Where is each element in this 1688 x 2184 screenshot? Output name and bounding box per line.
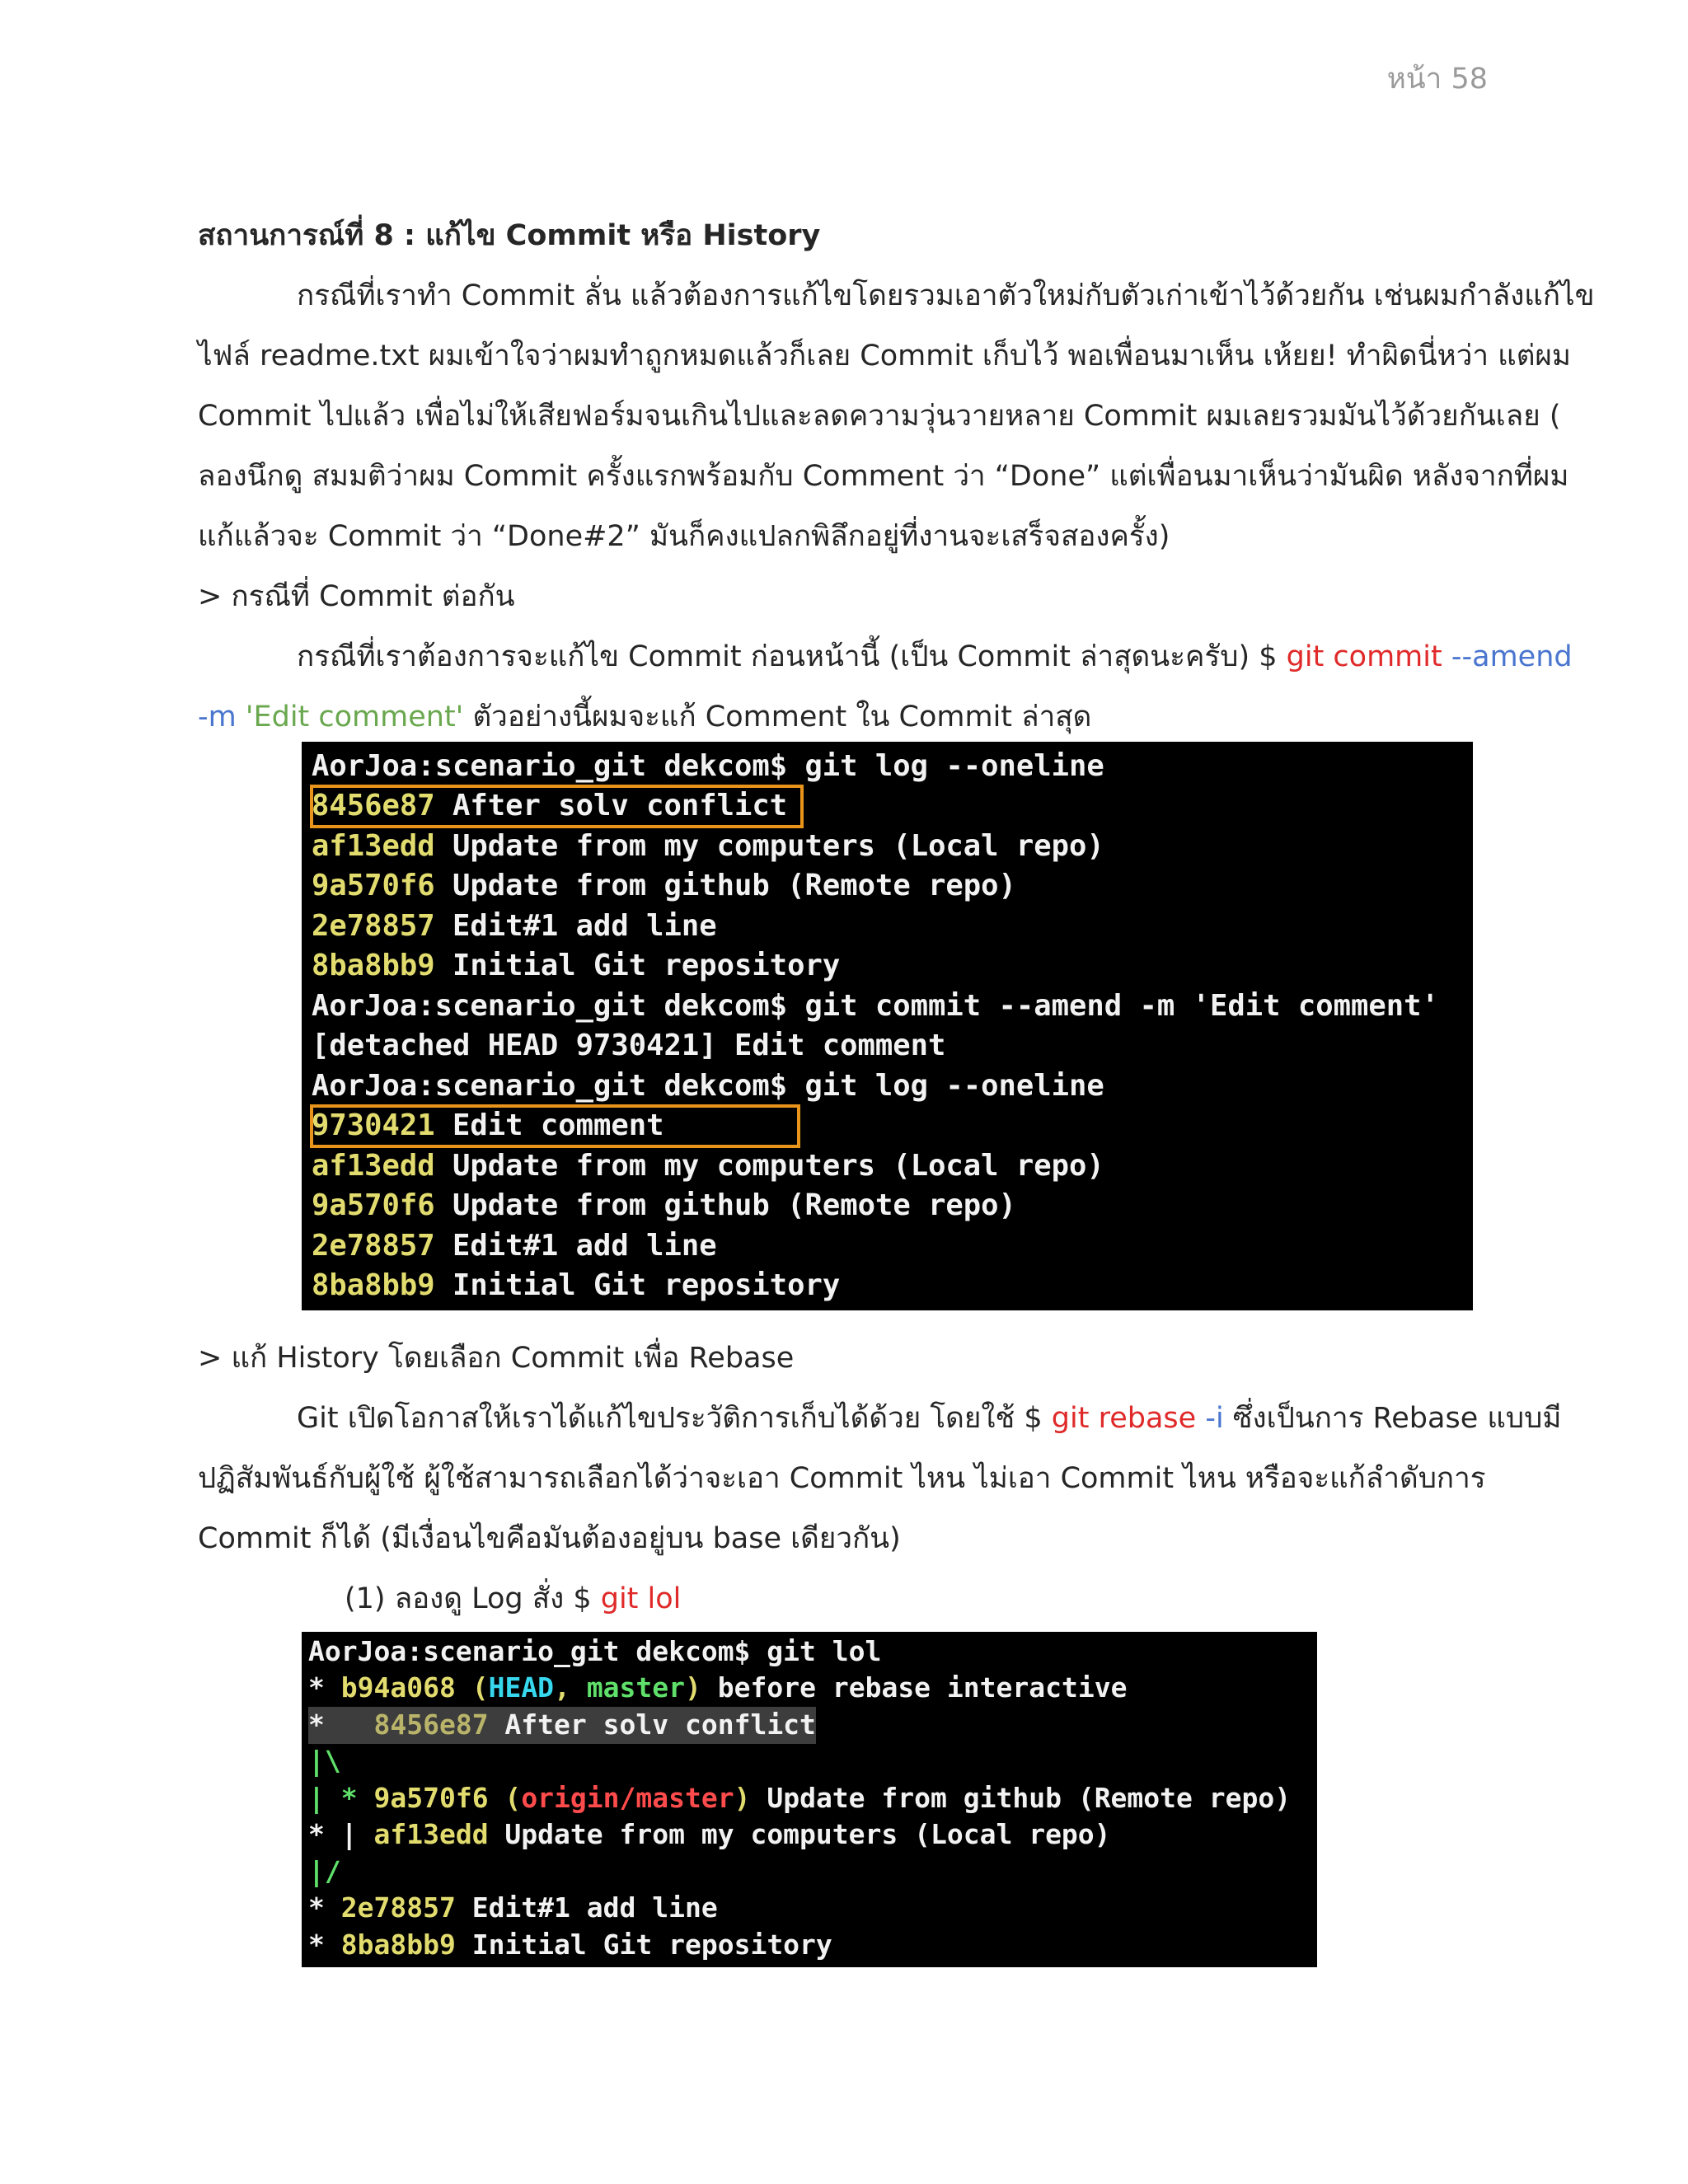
option-text: -i bbox=[1205, 1402, 1224, 1435]
ref-origin-master: origin/master bbox=[521, 1782, 734, 1814]
argument-text: 'Edit comment' bbox=[245, 701, 464, 733]
terminal-line bbox=[308, 1743, 341, 1780]
commit-hash: 8456e87 bbox=[312, 789, 435, 823]
graph-glyph: * bbox=[308, 1671, 341, 1704]
subsection-title: > แก้ History โดยเลือก Commit เพื่อ Rebase bbox=[198, 1342, 795, 1375]
terminal-line bbox=[308, 1890, 718, 1927]
terminal-line bbox=[308, 1816, 1111, 1854]
ref-paren: ) bbox=[734, 1782, 751, 1814]
paragraph-line: Commit ไปแล้ว เพื่อไม่ให้เสียฟอร์มจนเกินไปและลดความวุ่นวายหลาย Commit ผมเลยรวมมันไว้ด้วยกันเลย ( bbox=[198, 400, 1561, 433]
selected-line bbox=[308, 1707, 816, 1744]
paragraph-line bbox=[198, 1389, 1562, 1449]
terminal-line bbox=[312, 786, 802, 827]
commit-message: Update from my computers (Local repo) bbox=[488, 1818, 1111, 1850]
commit-message: Initial Git repository bbox=[434, 949, 841, 982]
section-heading: สถานการณ์ที่ 8 : แก้ไข Commit หรือ History bbox=[198, 219, 821, 252]
commit-message: Initial Git repository bbox=[455, 1929, 832, 1961]
terminal-line: AorJoa:scenario_git dekcom$ git commit --amend -m 'Edit comment' bbox=[312, 989, 1439, 1023]
terminal-line bbox=[308, 1927, 832, 1964]
commit-hash: 2e78857 bbox=[340, 1891, 456, 1924]
commit-message: Update from github (Remote repo) bbox=[434, 869, 1016, 902]
subsection-title: > กรณีที่ Commit ต่อกัน bbox=[198, 580, 515, 613]
paragraph-line bbox=[198, 627, 1573, 687]
terminal-line: AorJoa:scenario_git dekcom$ git lol bbox=[308, 1635, 882, 1667]
commit-message: Initial Git repository bbox=[434, 1268, 841, 1302]
graph-glyph: * bbox=[308, 1708, 374, 1741]
commit-hash: 8ba8bb9 bbox=[340, 1929, 456, 1961]
commit-hash: b94a068 bbox=[340, 1671, 456, 1704]
ref-paren: ( bbox=[488, 1782, 522, 1814]
commit-message: Edit comment bbox=[434, 1108, 664, 1142]
ref-sep: , bbox=[554, 1671, 587, 1704]
commit-hash: 9a570f6 bbox=[312, 869, 435, 902]
step-line bbox=[198, 1569, 1484, 1629]
commit-hash: 8456e87 bbox=[373, 1708, 489, 1741]
ref-master: master bbox=[586, 1671, 686, 1704]
paragraph-line: Commit ก็ได้ (มีเงื่อนไขคือมันต้องอยู่บน base เดียวกัน) bbox=[198, 1522, 901, 1555]
commit-hash: 9a570f6 bbox=[373, 1782, 489, 1814]
graph-glyph: |/ bbox=[308, 1855, 341, 1887]
document-body-2 bbox=[198, 1329, 1562, 1629]
commit-hash: 8ba8bb9 bbox=[312, 949, 435, 982]
command-text: git commit bbox=[1286, 640, 1442, 673]
terminal-line bbox=[308, 1780, 1291, 1817]
terminal-line bbox=[312, 1106, 799, 1146]
terminal-line: [detached HEAD 9730421] Edit comment bbox=[312, 1029, 946, 1062]
highlight-box bbox=[312, 1106, 799, 1146]
document-body bbox=[198, 206, 1595, 748]
commit-message: Edit#1 add line bbox=[434, 909, 717, 943]
commit-message: After solv conflict bbox=[488, 1708, 816, 1741]
commit-hash: 2e78857 bbox=[312, 1229, 435, 1263]
commit-message: Update from my computers (Local repo) bbox=[434, 1149, 1104, 1183]
text: ตัวอย่างนี้ผมจะแก้ Comment ใน Commit ล่าสุด bbox=[463, 701, 1092, 733]
paragraph-line: ลองนึกดู สมมติว่าผม Commit ครั้งแรกพร้อมกับ Comment ว่า “Done” แต่เพื่อนมาเห็นว่ามันผิด หลังจากที่ผม bbox=[198, 460, 1569, 493]
graph-glyph: * | bbox=[308, 1818, 374, 1850]
ref-head: HEAD bbox=[488, 1671, 555, 1704]
terminal-line bbox=[308, 1670, 1127, 1707]
commit-hash: 8ba8bb9 bbox=[312, 1268, 435, 1302]
commit-hash: af13edd bbox=[373, 1818, 489, 1850]
terminal-line bbox=[312, 1266, 840, 1306]
text: กรณีที่เราต้องการจะแก้ไข Commit ก่อนหน้านี้ (เป็น Commit ล่าสุดนะครับ) $ bbox=[297, 640, 1287, 673]
highlight-box bbox=[312, 786, 802, 827]
option-text: --amend bbox=[1451, 640, 1573, 673]
commit-message: before rebase interactive bbox=[701, 1671, 1128, 1704]
commit-message: After solv conflict bbox=[434, 789, 788, 823]
commit-message: Update from github (Remote repo) bbox=[750, 1782, 1292, 1814]
terminal-line bbox=[308, 1854, 341, 1891]
paragraph-line: แก้แล้วจะ Commit ว่า “Done#2” มันก็คงแปลกพิลึกอยู่ที่งานจะเสร็จสองครั้ง) bbox=[198, 520, 1170, 553]
text: Git เปิดโอกาสให้เราได้แก้ไขประวัติการเก็บได้ด้วย โดยใช้ $ bbox=[297, 1402, 1052, 1435]
commit-hash: af13edd bbox=[312, 1149, 435, 1183]
terminal-line bbox=[312, 1186, 1016, 1226]
text: ซึ่งเป็นการ Rebase แบบมี bbox=[1223, 1402, 1562, 1435]
terminal-line bbox=[312, 1146, 1104, 1187]
ref-paren: ) bbox=[685, 1671, 701, 1704]
text: (1) ลองดู Log สั่ง $ bbox=[345, 1582, 601, 1615]
paragraph-line: กรณีที่เราทำ Commit ลั่น แล้วต้องการแก้ไขโดยรวมเอาตัวใหม่กับตัวเก่าเข้าไว้ด้วยกัน เช่นผมกำลังแก้ไข bbox=[297, 279, 1595, 312]
commit-hash: 2e78857 bbox=[312, 909, 435, 943]
commit-message: Edit#1 add line bbox=[455, 1891, 718, 1924]
terminal-line bbox=[312, 866, 1016, 907]
commit-hash: af13edd bbox=[312, 829, 435, 863]
commit-message: Edit#1 add line bbox=[434, 1229, 717, 1263]
terminal-line bbox=[312, 907, 717, 947]
terminal-line: AorJoa:scenario_git dekcom$ git log --oneline bbox=[312, 1069, 1104, 1103]
graph-glyph: * bbox=[308, 1929, 341, 1961]
graph-glyph: | * bbox=[308, 1782, 374, 1814]
paragraph-line bbox=[198, 687, 1484, 748]
graph-glyph: |\ bbox=[308, 1745, 341, 1777]
paragraph-line: ไฟล์ readme.txt ผมเข้าใจว่าผมทำถูกหมดแล้วก็เลย Commit เก็บไว้ พอเพื่อนมาเห็น เห้ยย! ทำผิดนี่หว่า แต่ผม bbox=[198, 340, 1572, 373]
ref-paren: ( bbox=[455, 1671, 489, 1704]
graph-glyph: * bbox=[308, 1891, 341, 1924]
terminal-line: AorJoa:scenario_git dekcom$ git log --oneline bbox=[312, 749, 1104, 783]
commit-hash: 9730421 bbox=[312, 1108, 435, 1142]
commit-message: Update from github (Remote repo) bbox=[434, 1188, 1016, 1222]
terminal-line bbox=[312, 946, 840, 987]
page-number: หน้า 58 bbox=[1386, 63, 1488, 96]
commit-hash: 9a570f6 bbox=[312, 1188, 435, 1222]
command-text: git lol bbox=[600, 1582, 682, 1615]
paragraph-line: ปฏิสัมพันธ์กับผู้ใช้ ผู้ใช้สามารถเลือกได้ว่าจะเอา Commit ไหน ไม่เอา Commit ไหน หรือจะแก้ลำดับการ bbox=[198, 1462, 1486, 1495]
terminal-screenshot-amend bbox=[302, 742, 1473, 1310]
command-text: git rebase bbox=[1051, 1402, 1197, 1435]
option-text: -m bbox=[198, 701, 237, 733]
terminal-line bbox=[312, 827, 1104, 867]
commit-message: Update from my computers (Local repo) bbox=[434, 829, 1104, 863]
terminal-line bbox=[312, 1226, 717, 1267]
terminal-line bbox=[308, 1707, 816, 1744]
terminal-screenshot-git-lol bbox=[302, 1632, 1317, 1967]
